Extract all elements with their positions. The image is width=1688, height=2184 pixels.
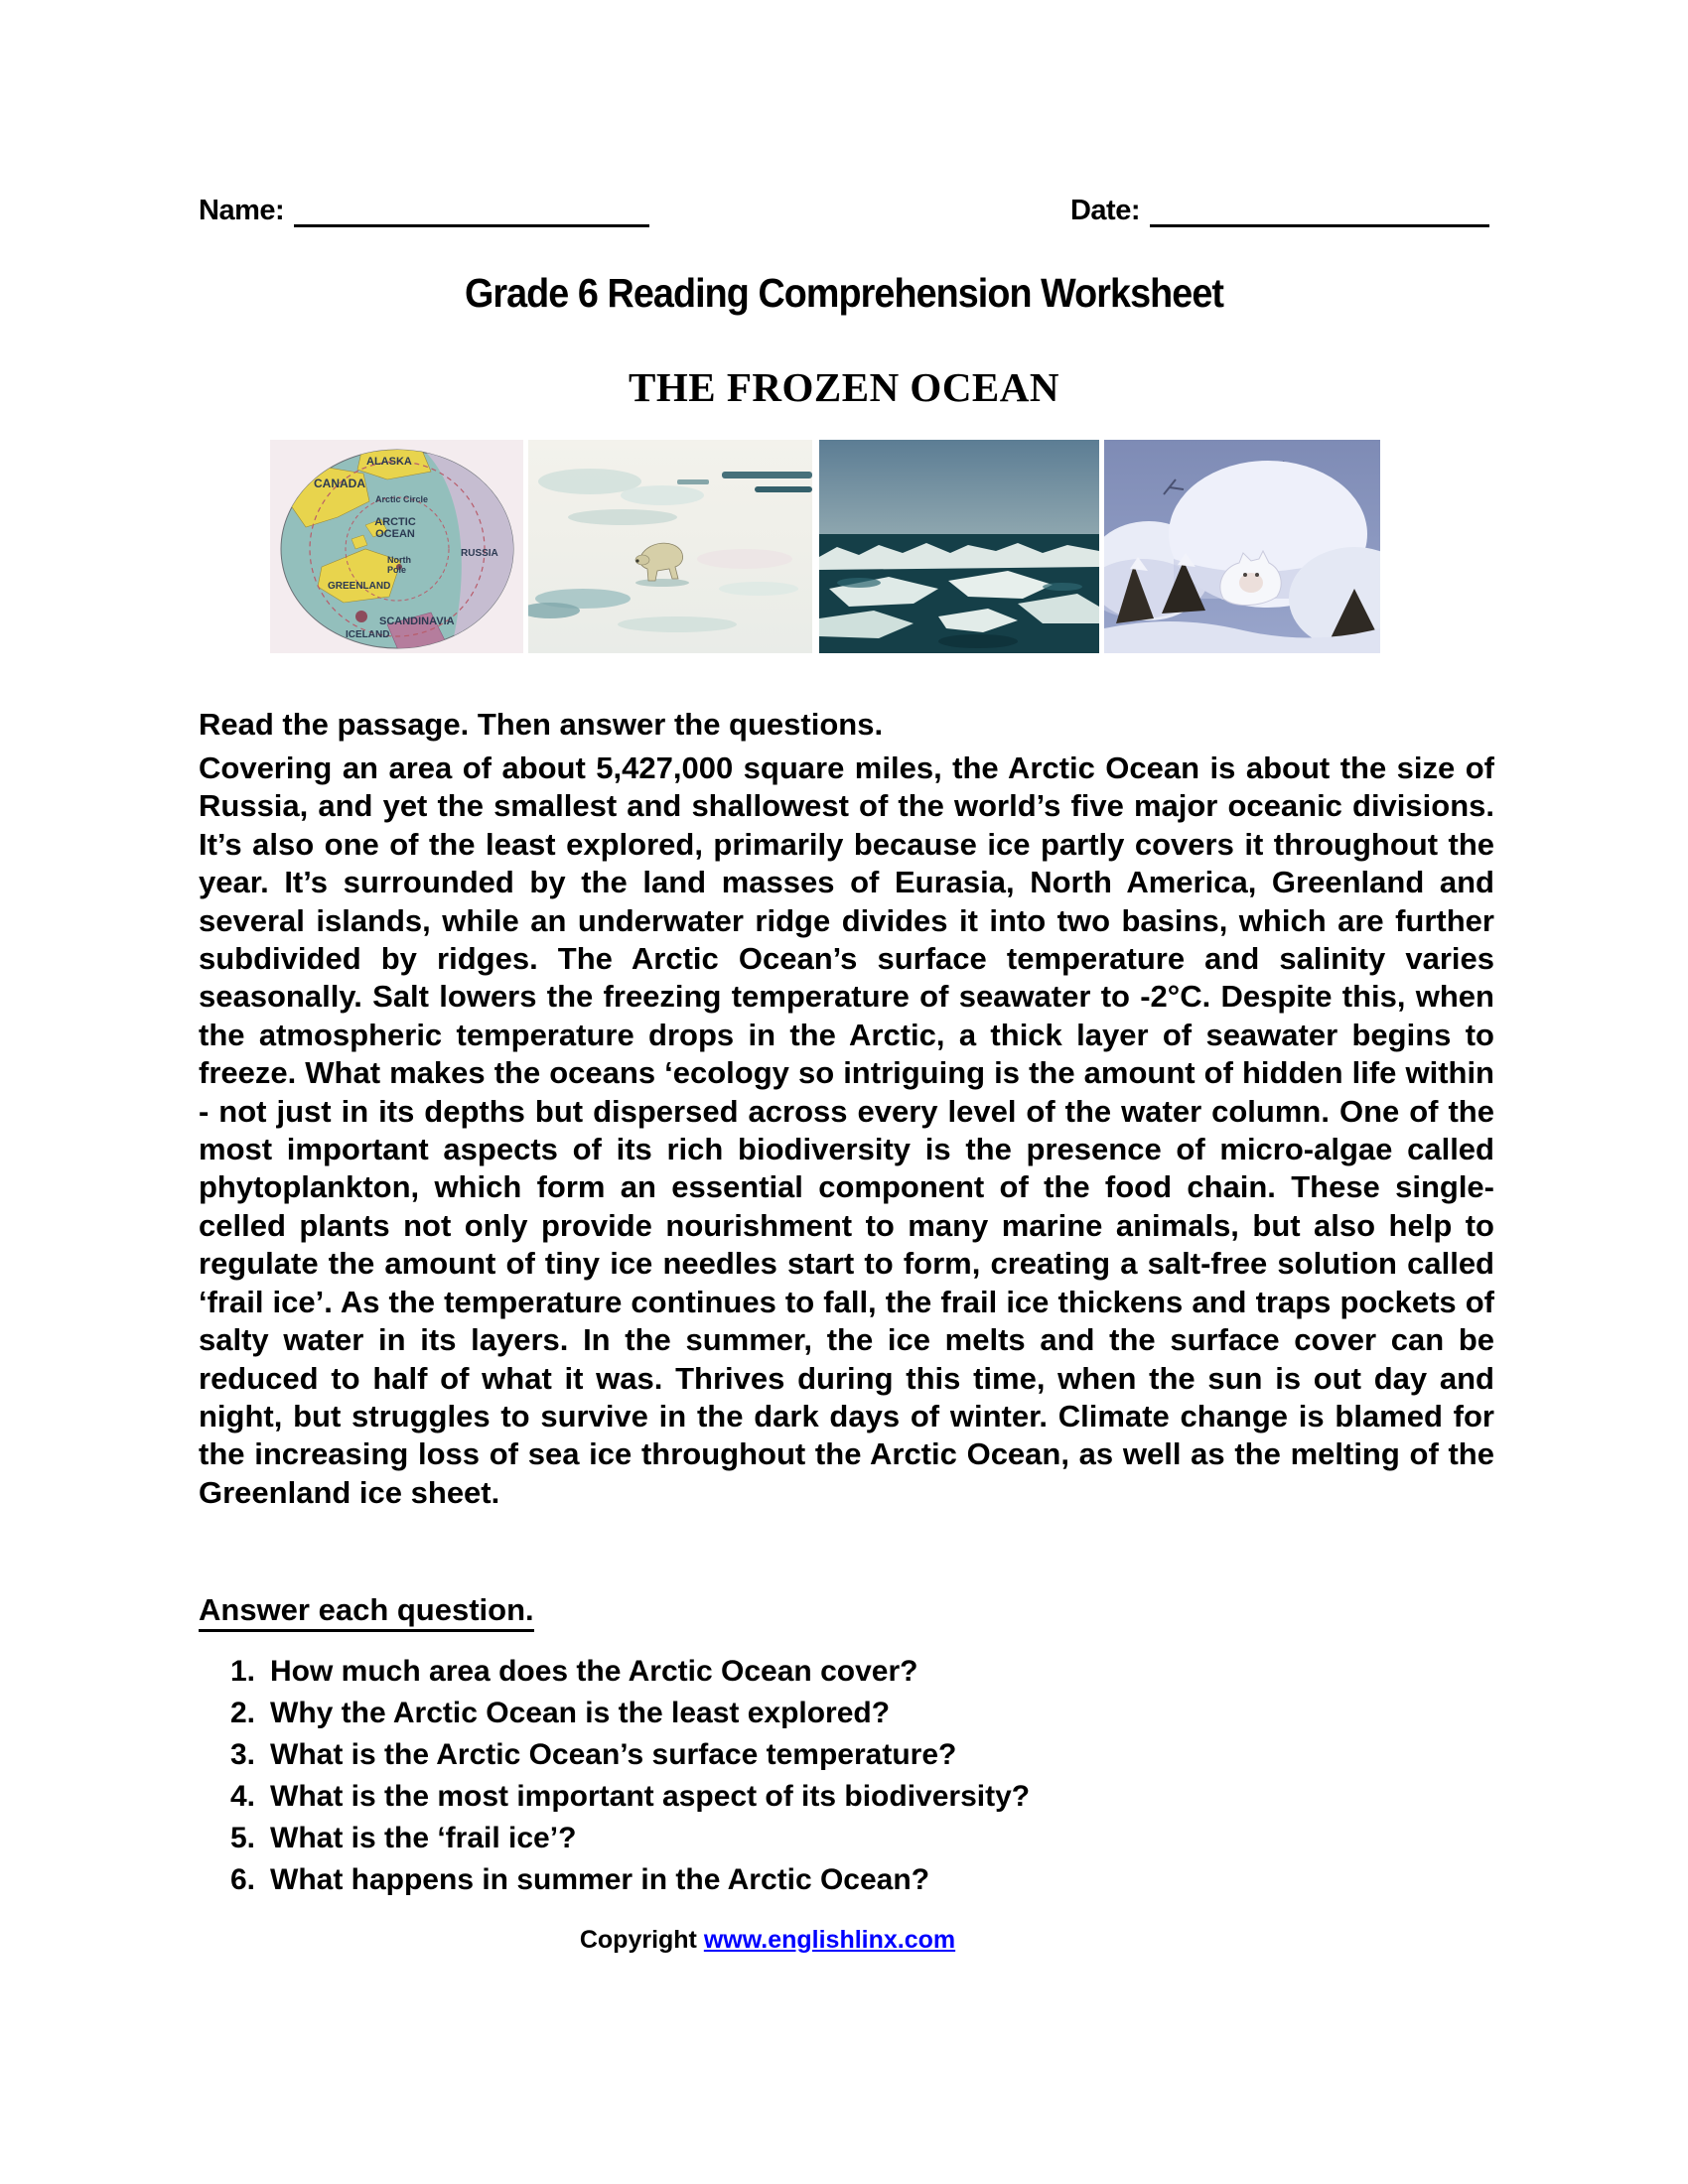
date-label: Date: (1069, 195, 1140, 226)
question-text: Why the Arctic Ocean is the least explored? (270, 1697, 891, 1729)
question-number: 1. (230, 1655, 256, 1688)
footer (0, 1926, 1535, 1955)
question-number: 6. (230, 1863, 256, 1896)
questions-list (230, 1651, 1030, 1901)
copyright-label: Copyright (579, 1926, 697, 1954)
worksheet-subtitle: THE FROZEN OCEAN (629, 364, 1059, 410)
page-title: Grade 6 Reading Comprehension Worksheet (464, 270, 1224, 316)
name-label: Name: (199, 195, 285, 226)
image-strip (270, 440, 1380, 653)
question-item (230, 1818, 1030, 1859)
question-text: What is the most important aspect of its biodiversity? (270, 1780, 1031, 1813)
passage-text: Covering an area of about 5,427,000 square miles, the Arctic Ocean is about the size of Russia, and yet the smallest and shallowest of the world’s five major oceanic divisions. It’s also one of the least explored, primarily because ice partly covers it throughout the year. It’s surrounded by the land masses of Eurasia, North America, Greenland and several islands, while an underwater ridge divides it into two basins, which are further subdivided by ridges. The Arctic Ocean’s surface temperature and salinity varies seasonally. Salt lowers the freezing temperature of seawater to -2°C. Despite this, when the atmospheric temperature drops in the Arctic, a thick layer of seawater begins to freeze. What makes the oceans ‘ecology so intriguing is the amount of hidden life within - not just in its depths but dispersed across every level of the water column. One of the most important aspects of its rich biodiversity is the presence of micro-algae called phytoplankton, which form an essential component of the food chain. These single-celled plants not only provide nourishment to many marine animals, but also help to regulate the amount of tiny ice needles start to form, creating a salt-free solution called ‘frail ice’. As the temperature continues to fall, the frail ice thickens and traps pockets of salty water in its layers. In the summer, the ice melts and the surface cover can be reduced to half of what it was. Thrives during this time, when the sun is out day and night, but struggles to survive in the dark days of winter. Climate change is blamed for the increasing loss of sea ice throughout the Arctic Ocean, as well as the melting of the Greenland ice sheet. (199, 751, 1494, 1510)
questions-heading: Answer each question. (199, 1592, 534, 1632)
question-item (230, 1776, 1030, 1818)
date-blank-line (1150, 195, 1489, 227)
map-label-arctic-ocean-2: OCEAN (375, 528, 415, 540)
map-label-arctic-circle: Arctic Circle (375, 494, 429, 504)
map-label-greenland: GREENLAND (328, 581, 391, 592)
question-number: 5. (230, 1822, 256, 1854)
map-label-russia: RUSSIA (461, 548, 498, 559)
question-number: 2. (230, 1697, 256, 1729)
ice-floes-image (819, 440, 1099, 653)
copyright-link[interactable]: www.englishlinx.com (703, 1926, 956, 1954)
question-item (230, 1651, 1030, 1693)
question-text: What happens in summer in the Arctic Ocean? (270, 1863, 930, 1896)
question-text: What is the ‘frail ice’? (270, 1822, 577, 1854)
date-group (1070, 195, 1489, 227)
map-label-north-pole-1: North (387, 555, 411, 565)
question-text: What is the Arctic Ocean’s surface temperature? (270, 1738, 957, 1771)
header-row (199, 195, 1489, 227)
name-blank-line (294, 195, 649, 227)
arctic-fox-image (1104, 440, 1380, 653)
arctic-map-image (270, 440, 523, 653)
map-label-alaska: ALASKA (366, 456, 412, 468)
map-label-canada: CANADA (314, 477, 365, 490)
map-label-north-pole-2: Pole (387, 565, 407, 575)
instructions-heading: Read the passage. Then answer the questions. (199, 707, 884, 742)
question-number: 3. (230, 1738, 256, 1771)
question-number: 4. (230, 1780, 256, 1813)
map-label-arctic-ocean-1: ARCTIC (374, 516, 416, 528)
name-group (199, 195, 649, 227)
polar-bear-image (528, 440, 812, 653)
question-item (230, 1859, 1030, 1901)
map-label-scandinavia: SCANDINAVIA (379, 615, 455, 627)
question-item (230, 1693, 1030, 1734)
question-item (230, 1734, 1030, 1776)
question-text: How much area does the Arctic Ocean cover? (270, 1655, 918, 1688)
map-label-iceland: ICELAND (346, 629, 390, 640)
